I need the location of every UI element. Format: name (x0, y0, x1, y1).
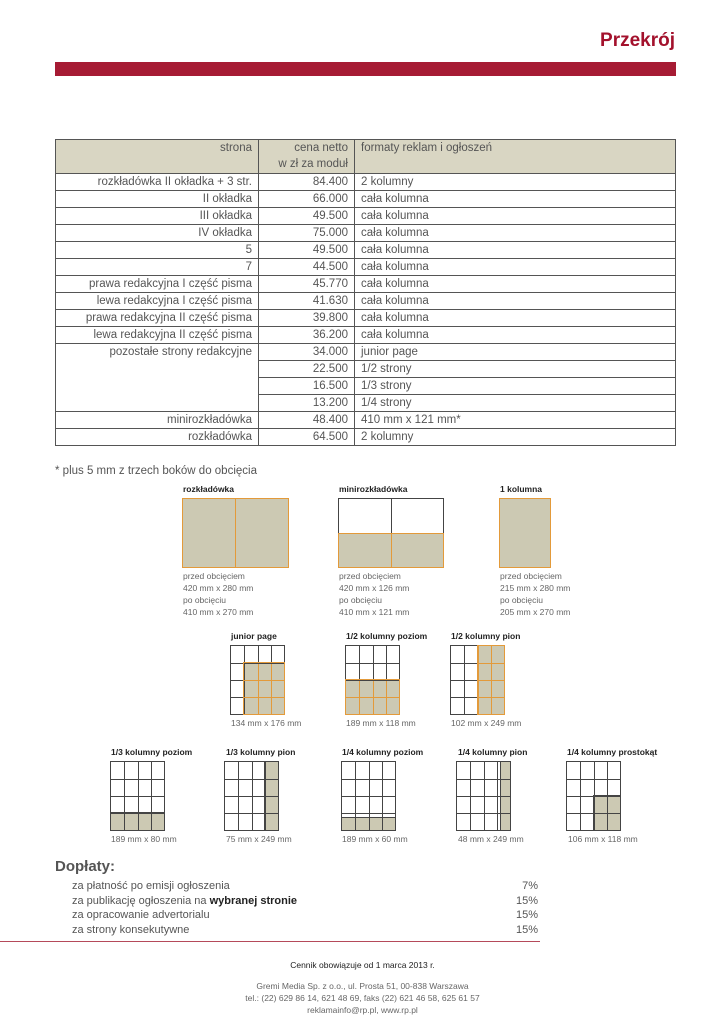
size-junior-page: 134 mm x 176 mm (231, 718, 302, 728)
label-third-vertical: 1/3 kolumny pion (226, 747, 296, 757)
cell-page: 5 (56, 242, 259, 259)
size-quarter-rectangle: 106 mm x 118 mm (568, 834, 638, 844)
table-row (56, 208, 676, 225)
cell-price: 75.000 (259, 225, 355, 242)
cell-price: 34.000 (259, 344, 355, 361)
size-third-horizontal: 189 mm x 80 mm (111, 834, 177, 844)
table-row (56, 395, 676, 412)
cell-price: 66.000 (259, 191, 355, 208)
cell-page: III okładka (56, 208, 259, 225)
cell-page: rozkładówka II okładka + 3 str. (56, 174, 259, 191)
diagram-quarter-horizontal (341, 761, 396, 831)
cell-price: 49.500 (259, 208, 355, 225)
label-1-kolumna: 1 kolumna (500, 484, 543, 494)
cell-format: 1/4 strony (355, 395, 676, 412)
ad-outline (243, 662, 285, 715)
text-rozkladowka (183, 570, 253, 618)
table-row (56, 310, 676, 327)
minirozkladowka-line4: 410 mm x 121 mm (339, 607, 410, 617)
cell-price: 22.500 (259, 361, 355, 378)
label-junior-page: junior page (231, 631, 277, 641)
grid-line (111, 779, 164, 780)
cell-price: 36.200 (259, 327, 355, 344)
surcharge-1-value: 7% (522, 880, 538, 892)
cell-price: 16.500 (259, 378, 355, 395)
label-half-vertical: 1/2 kolumny pion (451, 631, 521, 641)
ad-outline (500, 761, 511, 831)
1-kolumna-line1: przed obcięciem (500, 571, 562, 581)
cell-page: minirozkładówka (56, 412, 259, 429)
cell-page: 7 (56, 259, 259, 276)
table-row (56, 174, 676, 191)
header-price-line1: cena netto (294, 142, 348, 154)
rozkladowka-line4: 410 mm x 270 mm (183, 607, 254, 617)
text-minirozkladowka (339, 570, 409, 618)
grid-line (567, 779, 620, 780)
grid-line (342, 813, 395, 814)
surcharge-row-1 (72, 880, 538, 892)
ad-outline (345, 679, 400, 715)
price-table-header (56, 140, 676, 174)
surcharge-2-value: 15% (515, 895, 538, 907)
text-1-kolumna (500, 570, 570, 618)
cell-page: rozkładówka (56, 429, 259, 446)
cell-price: 41.630 (259, 293, 355, 310)
diagram-rozkladowka (182, 498, 289, 568)
diagram-half-vertical (450, 645, 505, 715)
size-half-vertical: 102 mm x 249 mm (451, 718, 522, 728)
cell-format: cała kolumna (355, 242, 676, 259)
header-formats: formaty reklam i ogłoszeń (355, 140, 676, 174)
table-row (56, 276, 676, 293)
cell-format: 1/2 strony (355, 361, 676, 378)
rozkladowka-line1: przed obcięciem (183, 571, 245, 581)
cell-format: cała kolumna (355, 276, 676, 293)
label-quarter-vertical: 1/4 kolumny pion (458, 747, 528, 757)
cell-page (56, 395, 259, 412)
price-table (55, 139, 676, 446)
cell-page: II okładka (56, 191, 259, 208)
table-row (56, 344, 676, 361)
surcharge-3-label: za opracowanie advertorialu (72, 909, 210, 921)
header-price (259, 140, 355, 174)
header-red-bar (55, 62, 676, 76)
minirozkladowka-line1: przed obcięciem (339, 571, 401, 581)
table-row (56, 191, 676, 208)
cell-price: 64.500 (259, 429, 355, 446)
grid-line (346, 663, 399, 664)
size-third-vertical: 75 mm x 249 mm (226, 834, 292, 844)
header-page: strona (56, 140, 259, 174)
footer-company: Gremi Media Sp. z o.o., ul. Prosta 51, 00-838 Warszawa (256, 981, 469, 991)
table-row (56, 293, 676, 310)
surcharge-2-label-b: wybranej stronie (209, 895, 298, 907)
surcharge-2-label-a: za publikację ogłoszenia na (72, 895, 210, 907)
ad-outline (264, 761, 279, 831)
label-quarter-horizontal: 1/4 kolumny poziom (342, 747, 424, 757)
rozkladowka-line2: 420 mm x 280 mm (183, 583, 254, 593)
table-row (56, 378, 676, 395)
diagram-1-kolumna (499, 498, 551, 568)
cell-page: lewa redakcyjna I część pisma (56, 293, 259, 310)
cell-page (56, 378, 259, 395)
cell-page: prawa redakcyjna II część pisma (56, 310, 259, 327)
cell-price: 45.770 (259, 276, 355, 293)
surcharge-row-4 (72, 924, 538, 936)
diagram-quarter-vertical (456, 761, 511, 831)
table-row (56, 242, 676, 259)
grid-line (342, 779, 395, 780)
cell-format: cała kolumna (355, 293, 676, 310)
ad-outline (110, 812, 165, 831)
cell-price: 44.500 (259, 259, 355, 276)
label-third-horizontal: 1/3 kolumny poziom (111, 747, 193, 757)
minirozkladowka-line3: po obcięciu (339, 595, 383, 605)
diagram-minirozkladowka (338, 498, 444, 568)
ad-outline (341, 817, 396, 831)
1-kolumna-line3: po obcięciu (500, 595, 544, 605)
cell-format: 2 kolumny (355, 174, 676, 191)
footer-divider (0, 941, 540, 942)
footer-validity: Cennik obowiązuje od 1 marca 2013 r. (290, 960, 435, 970)
1-kolumna-line4: 205 mm x 270 mm (500, 607, 571, 617)
cell-price: 49.500 (259, 242, 355, 259)
footer-phones: tel.: (22) 629 86 14, 621 48 69, faks (22) 621 46 58, 625 61 57 (245, 993, 480, 1003)
ad-outline (593, 795, 622, 831)
diagram-half-horizontal (345, 645, 400, 715)
cell-format: cała kolumna (355, 327, 676, 344)
1-kolumna-line2: 215 mm x 280 mm (500, 583, 571, 593)
table-row (56, 327, 676, 344)
footer-contact[interactable]: reklamainfo@rp.pl, www.rp.pl (307, 1005, 418, 1015)
surcharge-row-2 (72, 895, 538, 907)
diagram-quarter-rectangle (566, 761, 621, 831)
cell-price: 84.400 (259, 174, 355, 191)
cell-format: cała kolumna (355, 191, 676, 208)
rozkladowka-line3: po obcięciu (183, 595, 227, 605)
1-kolumna-outline (499, 498, 551, 568)
grid-line (342, 796, 395, 797)
label-quarter-rectangle: 1/4 kolumny prostokąt (567, 747, 658, 757)
size-quarter-vertical: 48 mm x 249 mm (458, 834, 524, 844)
page-title: Przekrój (600, 30, 675, 51)
cell-price: 48.400 (259, 412, 355, 429)
table-row (56, 225, 676, 242)
cell-format: cała kolumna (355, 259, 676, 276)
cell-page: pozostałe strony redakcyjne (56, 344, 259, 361)
surcharges-title: Dopłaty: (55, 858, 115, 875)
table-row (56, 412, 676, 429)
cell-price: 13.200 (259, 395, 355, 412)
cell-format: cała kolumna (355, 208, 676, 225)
surcharge-row-3 (72, 909, 538, 921)
surcharge-1-label: za płatność po emisji ogłoszenia (72, 880, 230, 892)
table-row (56, 361, 676, 378)
diagram-third-horizontal (110, 761, 165, 831)
cell-price: 39.800 (259, 310, 355, 327)
table-row (56, 259, 676, 276)
size-quarter-horizontal: 189 mm x 60 mm (342, 834, 408, 844)
cell-format: 2 kolumny (355, 429, 676, 446)
cell-page (56, 361, 259, 378)
label-rozkladowka: rozkładówka (183, 484, 235, 494)
minirozkladowka-fold-top (391, 499, 392, 534)
diagram-junior-page (230, 645, 285, 715)
cell-format: 410 mm x 121 mm* (355, 412, 676, 429)
table-footnote: * plus 5 mm z trzech boków do obcięcia (55, 465, 257, 477)
rozkladowka-fold (235, 498, 236, 568)
cell-format: 1/3 strony (355, 378, 676, 395)
grid-line (111, 796, 164, 797)
cell-format: junior page (355, 344, 676, 361)
table-row (56, 429, 676, 446)
surcharge-3-value: 15% (515, 909, 538, 921)
minirozkladowka-fold-bottom (391, 534, 392, 567)
diagram-third-vertical (224, 761, 279, 831)
cell-format: cała kolumna (355, 310, 676, 327)
label-half-horizontal: 1/2 kolumny poziom (346, 631, 428, 641)
cell-page: prawa redakcyjna I część pisma (56, 276, 259, 293)
surcharge-4-label: za strony konsekutywne (72, 924, 190, 936)
cell-page: IV okładka (56, 225, 259, 242)
minirozkladowka-line2: 420 mm x 126 mm (339, 583, 410, 593)
label-minirozkladowka: minirozkładówka (339, 484, 408, 494)
ad-outline (477, 645, 506, 715)
cell-page: lewa redakcyjna II część pisma (56, 327, 259, 344)
cell-format: cała kolumna (355, 225, 676, 242)
surcharge-4-value: 15% (515, 924, 538, 936)
size-half-horizontal: 189 mm x 118 mm (346, 718, 416, 728)
header-price-line2: w zł za moduł (278, 158, 348, 170)
